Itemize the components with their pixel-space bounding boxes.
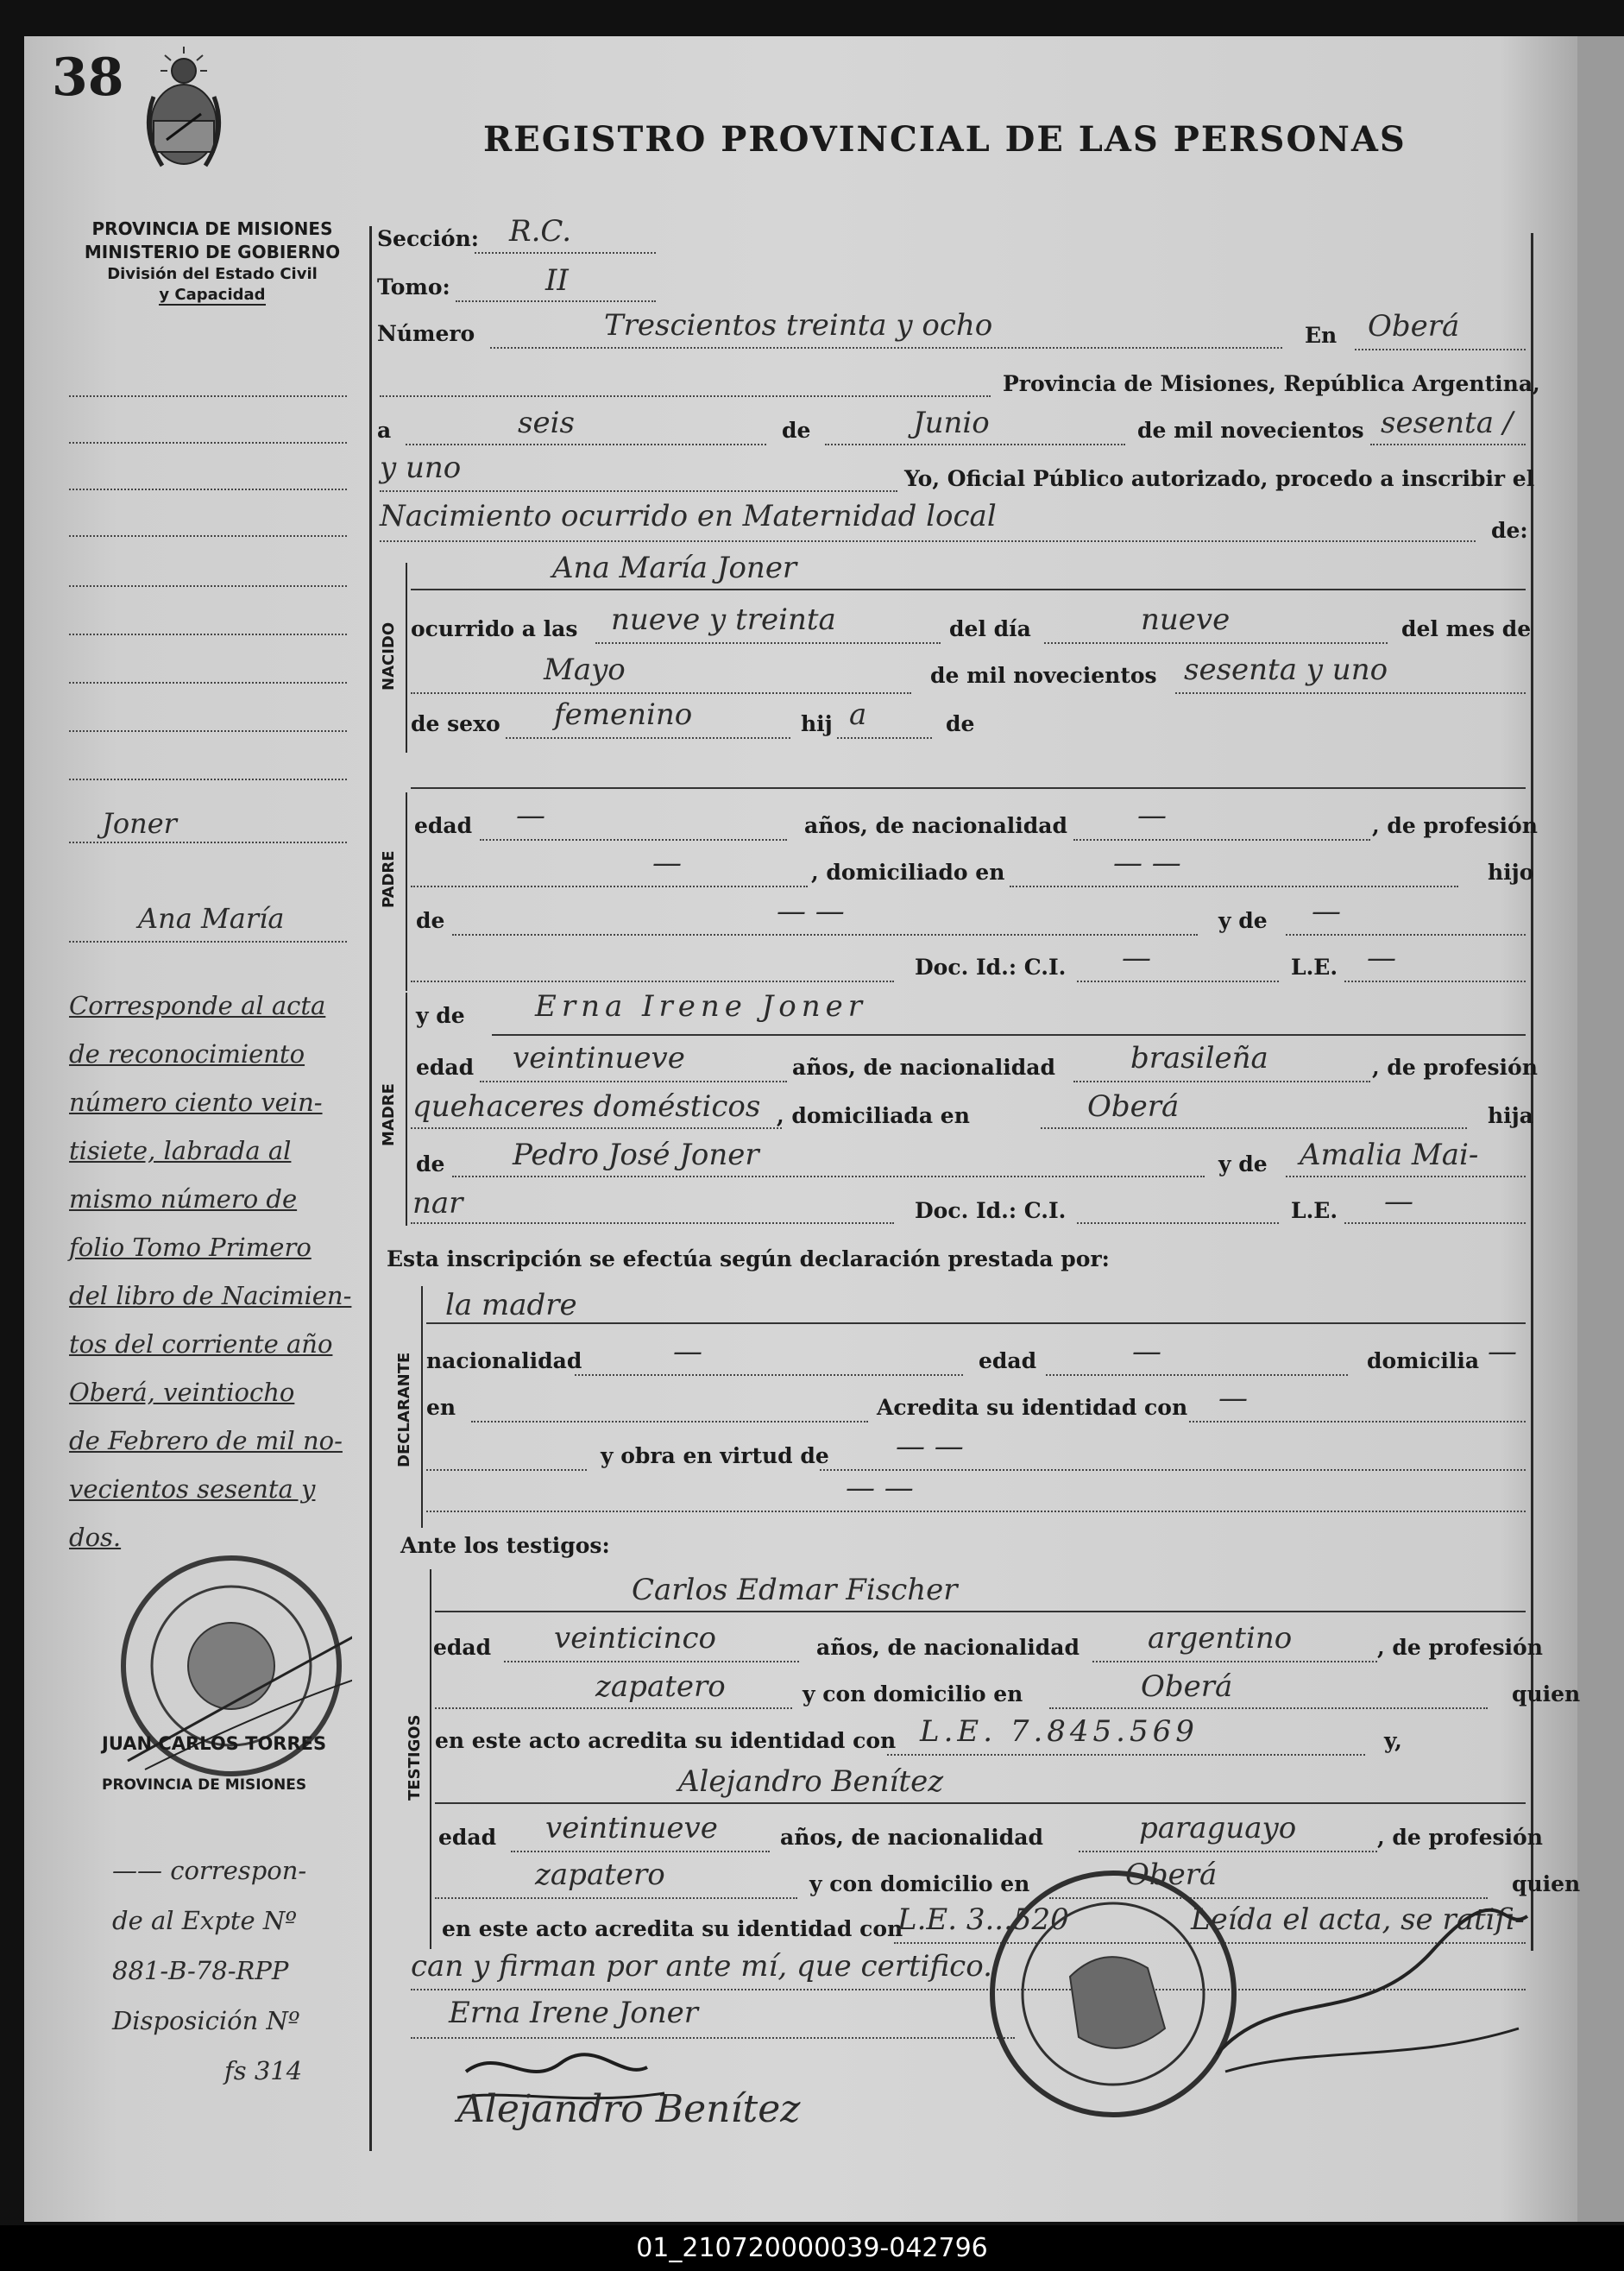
testigo2-name: Alejandro Benítez [678, 1764, 944, 1799]
field-line [456, 300, 656, 302]
padre-de-label: de [416, 908, 445, 933]
field-line [1044, 642, 1388, 644]
document-footer-id: 01_210720000039-042796 [0, 2225, 1624, 2271]
hijo-label: hijo [1488, 860, 1534, 885]
padre-y-de-label: y de [1218, 908, 1268, 933]
field-line [452, 1176, 1205, 1177]
padre-ci-value: — [1122, 941, 1151, 975]
margin-line [69, 634, 347, 635]
testigo1-edad-label: edad [433, 1635, 492, 1660]
declarante-name: la madre [445, 1288, 577, 1322]
testigo2-domicilio: Oberá [1125, 1858, 1218, 1892]
testigo1-acredita-label: en este acto acredita su identidad con [435, 1728, 897, 1753]
padre-profesion-label: , de profesión [1372, 813, 1538, 838]
closing-line-1: Leída el acta, se ratifi- [1191, 1902, 1525, 1937]
declarante-nacionalidad-value: — [673, 1334, 702, 1369]
margin-line [69, 535, 347, 537]
field-line [380, 395, 991, 397]
field-line [1041, 1127, 1467, 1129]
margin-note2-line: 881-B-78-RPP [112, 1956, 289, 1985]
office-line-ministry: MINISTERIO DE GOBIERNO [84, 242, 341, 262]
margin-line [69, 489, 347, 490]
domicilia-value: — [1488, 1334, 1517, 1369]
testigo1-quien-label: quien [1512, 1681, 1581, 1706]
margin-line [69, 842, 347, 843]
nacido-year: sesenta y uno [1184, 653, 1388, 687]
nacido-time: nueve y treinta [611, 602, 836, 637]
tomo-value: II [545, 263, 569, 298]
field-line [837, 737, 932, 739]
field-line [480, 1081, 787, 1082]
officer-signature-icon [1208, 1899, 1536, 2089]
testigo2-acredita-label: en este acto acredita su identidad con [442, 1916, 903, 1941]
field-line [411, 589, 1526, 590]
margin-note2-line: fs 314 [224, 2056, 303, 2085]
office-line-division: División del Estado Civil [107, 265, 318, 283]
declarante-nacionalidad-label: nacionalidad [426, 1348, 582, 1373]
margin-note-line: tos del corriente año [69, 1329, 333, 1359]
margin-note-line: dos. [69, 1523, 122, 1552]
field-line [1077, 981, 1279, 982]
field-line [825, 444, 1125, 445]
madre-profesion-value: quehaceres domésticos [412, 1089, 761, 1124]
section-rule [430, 1569, 431, 1949]
field-line [1370, 444, 1526, 445]
declarante-edad-label: edad [979, 1348, 1037, 1373]
numero-value: Trescientos treinta y ocho [604, 308, 993, 343]
padre-nacionalidad-value: — [1137, 798, 1167, 833]
section-rule [406, 993, 407, 1226]
signature-witness: Alejandro Benítez [457, 2087, 801, 2131]
field-line [1077, 1222, 1279, 1224]
margin-stamp-province: PROVINCIA DE MISIONES [102, 1776, 307, 1794]
margin-note-line: Corresponde al acta [69, 991, 326, 1020]
closing-line-2: can y firman por ante mí, que certifico. [411, 1949, 992, 1984]
field-line [411, 1127, 782, 1129]
field-line [1073, 839, 1370, 841]
field-line [411, 692, 911, 694]
margin-surname: Joner [102, 807, 177, 840]
testigo2-domicilio-label: y con domicilio en [809, 1871, 1030, 1896]
declarante-extra-value: — — [846, 1471, 914, 1505]
field-line [490, 347, 1282, 349]
field-line [435, 1707, 792, 1709]
field-line [411, 787, 1526, 789]
left-column-rule [369, 226, 372, 2151]
testigo1-y-label: y, [1384, 1728, 1402, 1753]
de-colon-label: de: [1491, 518, 1528, 543]
field-line [1049, 1707, 1488, 1709]
field-line [504, 1661, 799, 1662]
declarante-section-label: DECLARANTE [395, 1352, 413, 1467]
field-line [380, 540, 1476, 542]
margin-line [69, 395, 347, 397]
field-line [480, 839, 787, 841]
margin-note-line: vecientos sesenta y [69, 1474, 316, 1504]
declarante-en-label: en [426, 1395, 456, 1420]
madre-madre-value: Amalia Mai- [1300, 1138, 1479, 1172]
signature-mother: Erna Irene Joner [449, 1996, 699, 2030]
seccion-value: R.C. [509, 214, 572, 249]
madre-nacionalidad-value: brasileña [1130, 1041, 1268, 1076]
madre-edad-value: veintinueve [513, 1041, 685, 1076]
margin-line [69, 730, 347, 732]
padre-edad-label: edad [414, 813, 473, 838]
de-label: de [782, 418, 811, 443]
testigo1-domicilio: Oberá [1141, 1669, 1233, 1704]
testigo1-edad: veinticinco [554, 1621, 716, 1656]
hija-label: hija [1488, 1103, 1533, 1128]
year-value: sesenta / [1381, 406, 1514, 440]
section-rule [406, 792, 407, 991]
testigo2-profesion: zapatero [535, 1858, 665, 1892]
margin-note2-line: —— correspon- [112, 1856, 307, 1885]
field-line [1079, 1851, 1377, 1852]
madre-edad-label: edad [416, 1055, 475, 1080]
testigos-section-label: TESTIGOS [406, 1714, 424, 1801]
en-label: En [1305, 323, 1338, 348]
field-line [1010, 886, 1458, 887]
document-title: REGISTRO PROVINCIAL DE LAS PERSONAS [483, 119, 1407, 160]
seccion-label: Sección: [377, 226, 479, 251]
year-value-cont: y uno [380, 451, 462, 485]
field-line [511, 1851, 770, 1852]
testigo1-doc: L.E. 7.845.569 [920, 1714, 1199, 1749]
field-line [452, 934, 1198, 936]
margin-note-line: tisiete, labrada al [69, 1136, 292, 1165]
hij-label: hij [801, 711, 833, 736]
obra-label: y obra en virtud de [601, 1443, 829, 1468]
del-mes-label: del mes de [1401, 616, 1532, 641]
padre-le-label: L.E. [1291, 955, 1338, 980]
month-value: Junio [913, 406, 990, 440]
del-dia-label: del día [949, 616, 1031, 641]
field-line [380, 490, 897, 492]
madre-domicilio-value: Oberá [1087, 1089, 1180, 1124]
obra-value: — — [896, 1429, 964, 1464]
margin-note-line: Oberá, veintiocho [69, 1378, 295, 1407]
padre-domiciliado-label: , domiciliado en [811, 860, 1005, 885]
field-line [411, 1222, 894, 1224]
testigo2-edad: veintinueve [545, 1811, 718, 1845]
nacido-month: Mayo [544, 653, 626, 687]
margin-note-line: de Febrero de mil no- [69, 1426, 343, 1455]
field-line [406, 444, 766, 445]
testigo2-nacionalidad-label: años, de nacionalidad [780, 1825, 1043, 1850]
field-line [435, 1802, 1526, 1804]
madre-le-label: L.E. [1291, 1198, 1338, 1223]
field-line [411, 981, 894, 982]
field-line [1092, 1661, 1377, 1662]
testigo2-profesion-label: , de profesión [1377, 1825, 1543, 1850]
field-line [471, 1421, 868, 1423]
madre-le-value: — [1384, 1184, 1413, 1219]
madre-madre-value-cont: nar [412, 1186, 463, 1221]
numero-label: Número [377, 321, 475, 346]
margin-note-line: mismo número de [69, 1184, 298, 1214]
testigo1-name: Carlos Edmar Fischer [632, 1573, 958, 1607]
field-line [435, 1897, 797, 1899]
a-label: a [377, 418, 392, 443]
declarante-intro: Esta inscripción se efectúa según declaración prestada por: [387, 1246, 1110, 1271]
field-line [1189, 1421, 1526, 1423]
testigo1-nacionalidad-label: años, de nacionalidad [816, 1635, 1080, 1660]
hij-value: a [849, 697, 867, 732]
coat-of-arms-icon [136, 45, 231, 174]
field-line [1175, 692, 1526, 694]
padre-domicilio-value: — — [1113, 846, 1181, 880]
testigo2-edad-label: edad [438, 1825, 497, 1850]
madre-profesion-label: , de profesión [1372, 1055, 1538, 1080]
margin-note-line: folio Tomo Primero [69, 1233, 312, 1262]
field-line [492, 1034, 1526, 1036]
field-line [820, 1469, 1526, 1471]
field-line [411, 886, 808, 887]
page-number: 38 [52, 47, 124, 108]
margin-line [69, 941, 347, 943]
nacido-name: Ana María Joner [552, 551, 797, 585]
field-line [1286, 1176, 1526, 1177]
field-line [426, 1511, 1526, 1512]
testigo1-nacionalidad: argentino [1148, 1621, 1293, 1656]
nacido-section-label: NACIDO [380, 621, 398, 691]
madre-name: Erna Irene Joner [535, 989, 868, 1024]
padre-le-value: — [1367, 941, 1396, 975]
madre-domiciliada-label: , domiciliada en [777, 1103, 970, 1128]
nacido-year-label: de mil novecientos [930, 663, 1157, 688]
madre-de-label: de [416, 1151, 445, 1177]
nacido-de-label: de [946, 711, 975, 736]
testigo1-profesion-label: , de profesión [1377, 1635, 1543, 1660]
padre-nacionalidad-label: años, de nacionalidad [804, 813, 1067, 838]
tomo-label: Tomo: [377, 274, 450, 300]
madre-padre-value: Pedro José Joner [513, 1138, 759, 1172]
officer-text: Yo, Oficial Público autorizado, procedo a inscribir el [904, 466, 1535, 491]
field-line [887, 1754, 1365, 1756]
declarante-edad-value: — [1132, 1334, 1161, 1369]
testigo2-doc: L.E. 3...520 [897, 1902, 1069, 1937]
section-rule [406, 563, 407, 753]
testigo1-domicilio-label: y con domicilio en [803, 1681, 1023, 1706]
day-value: seis [518, 406, 575, 440]
nacido-day: nueve [1141, 602, 1231, 637]
madre-y-de-label: y de [416, 1003, 465, 1028]
en-value: Oberá [1368, 309, 1460, 344]
event-value: Nacimiento ocurrido en Maternidad local [380, 499, 997, 533]
book-binding-edge [1577, 36, 1624, 2222]
margin-stamp-name: JUAN CARLOS TORRES [102, 1733, 327, 1754]
field-line [426, 1322, 1526, 1324]
madre-section-label: MADRE [380, 1083, 398, 1146]
field-line [1286, 934, 1526, 936]
padre-profesion-value: — [652, 846, 682, 880]
field-line [426, 1469, 587, 1471]
field-line [1046, 1374, 1348, 1376]
padre-parents-value: — — [777, 894, 845, 929]
madre-doc-label: Doc. Id.: C.I. [915, 1198, 1067, 1223]
acredita-label: Acredita su identidad con [877, 1395, 1188, 1420]
testigos-intro: Ante los testigos: [400, 1533, 610, 1558]
register-page [24, 36, 1577, 2222]
sexo-label: de sexo [411, 711, 500, 736]
office-block [62, 218, 362, 306]
acredita-value: — [1218, 1381, 1248, 1416]
padre-edad-value: — [516, 798, 545, 833]
padre-madre-value: — [1312, 894, 1341, 929]
field-line [435, 1611, 1526, 1612]
margin-note-line: de reconocimiento [69, 1039, 305, 1069]
testigo2-quien-label: quien [1512, 1871, 1581, 1896]
office-line-province: PROVINCIA DE MISIONES [91, 218, 333, 239]
madre-y-de2-label: y de [1218, 1151, 1268, 1177]
field-line [1344, 981, 1526, 982]
margin-note-line: número ciento vein- [69, 1088, 323, 1117]
field-line [595, 642, 941, 644]
margin-line [69, 585, 347, 587]
ocurrido-label: ocurrido a las [411, 616, 578, 641]
field-line [1073, 1081, 1370, 1082]
field-line [506, 737, 790, 739]
padre-section-label: PADRE [380, 850, 398, 908]
province-line: Provincia de Misiones, República Argentina, [1003, 371, 1540, 396]
margin-note-line: del libro de Nacimien- [69, 1281, 352, 1310]
testigo2-nacionalidad: paraguayo [1139, 1811, 1297, 1845]
field-line [475, 252, 656, 254]
margin-note2-line: Disposición Nº [112, 2006, 300, 2035]
testigo1-profesion: zapatero [595, 1669, 726, 1704]
madre-nacionalidad-label: años, de nacionalidad [792, 1055, 1055, 1080]
margin-note2-line: de al Expte Nº [112, 1906, 297, 1935]
field-line [1355, 349, 1526, 350]
margin-given-name: Ana María [138, 902, 285, 935]
field-line [575, 1374, 963, 1376]
office-line-capacity: y Capacidad [159, 286, 266, 304]
margin-line [69, 779, 347, 780]
section-rule [421, 1286, 423, 1528]
sexo-value: femenino [554, 697, 693, 732]
domicilia-label: domicilia [1367, 1348, 1480, 1373]
field-line [1344, 1222, 1526, 1224]
padre-doc-label: Doc. Id.: C.I. [915, 955, 1067, 980]
margin-line [69, 442, 347, 444]
year-prefix: de mil novecientos [1137, 418, 1364, 443]
margin-line [69, 682, 347, 684]
